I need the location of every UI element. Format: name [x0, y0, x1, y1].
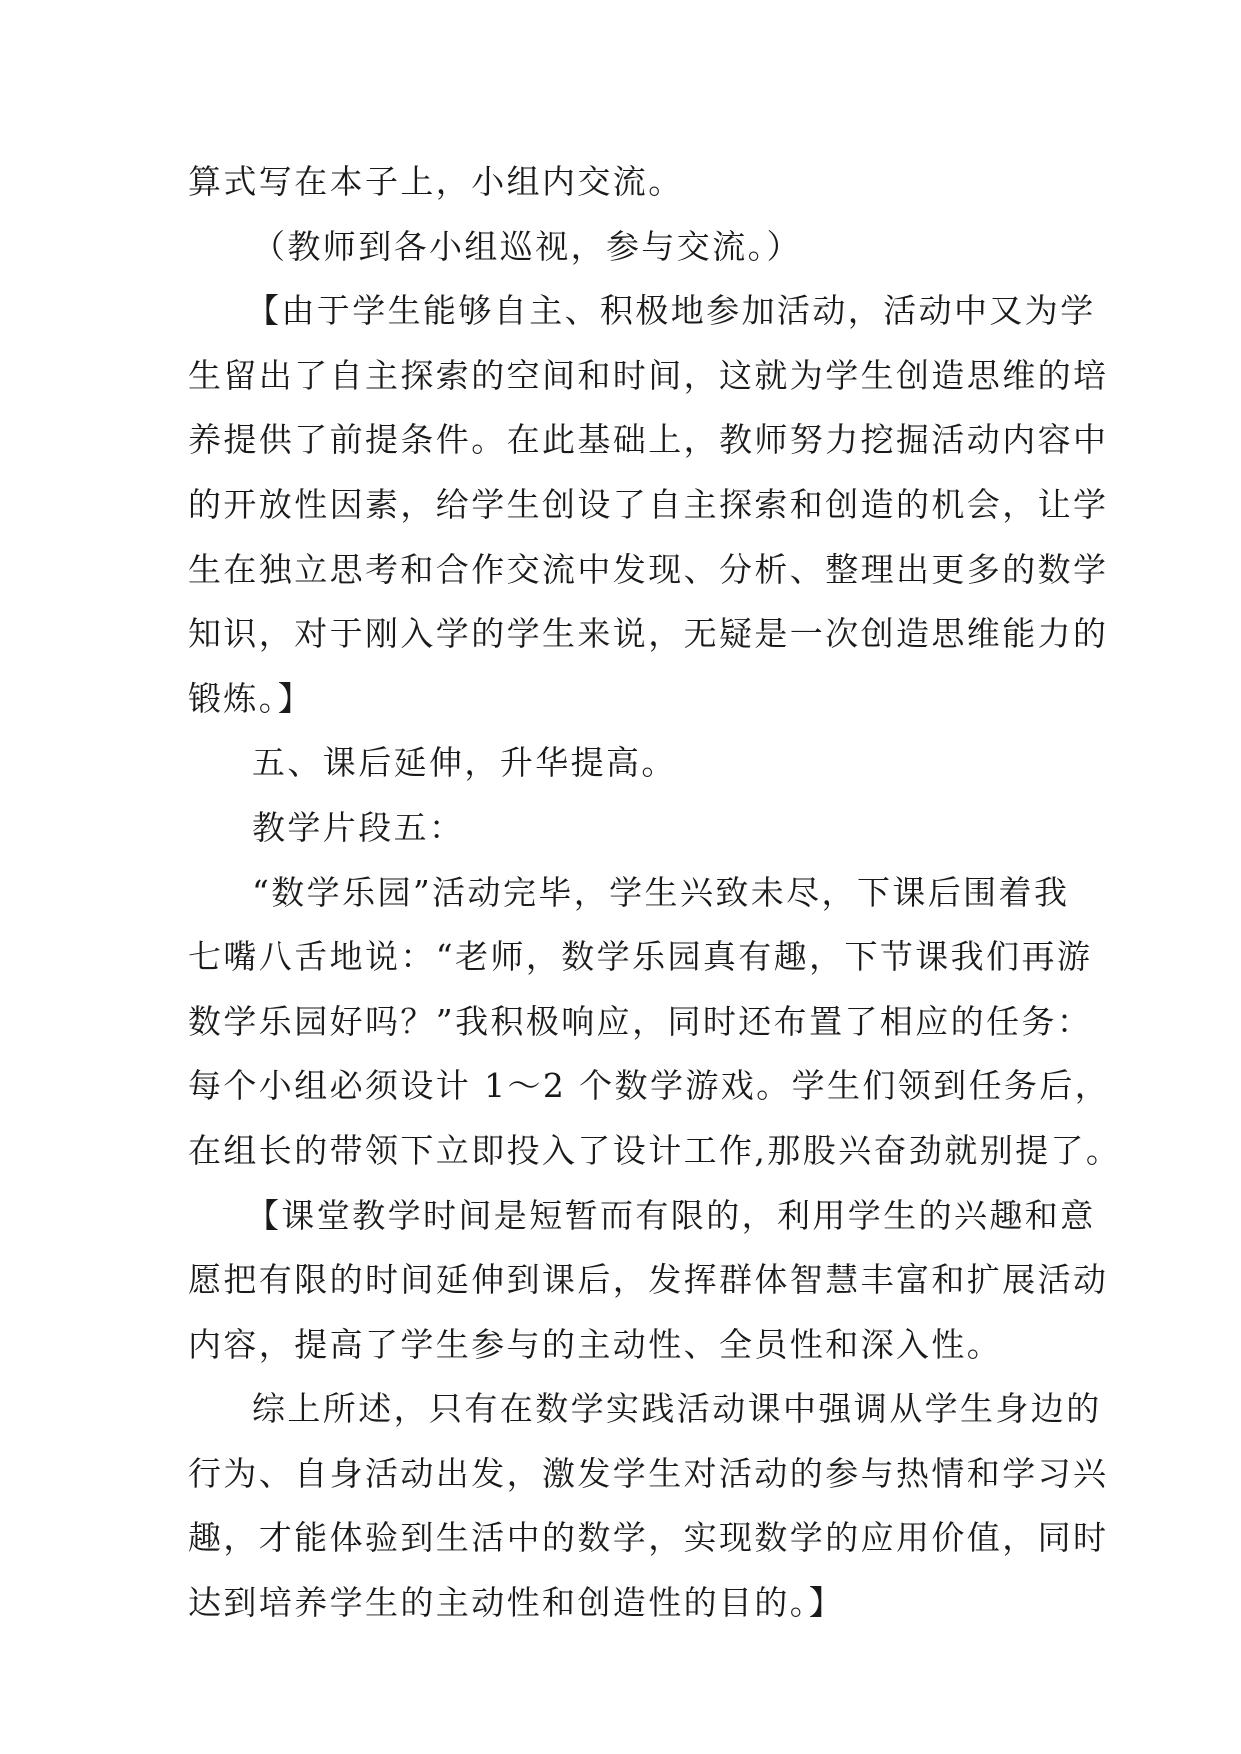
- text-line: 养提供了前提条件。在此基础上，教师努力挖掘活动内容中: [188, 420, 1109, 460]
- text-line: 算式写在本子上，小组内交流。: [188, 162, 684, 201]
- text-line: 达到培养学生的主动性和创造性的目的。】: [188, 1583, 845, 1623]
- text-line: 锻炼。】: [188, 678, 314, 718]
- text-line: 生在独立思考和合作交流中发现、分析、整理出更多的数学: [188, 549, 1109, 589]
- text-line: （教师到各小组巡视，参与交流。）: [252, 226, 802, 266]
- document-body: [188, 150, 1122, 1636]
- text-line: 数学乐园好吗？”我积极响应，同时还布置了相应的任务：: [188, 1001, 1093, 1041]
- text-line: 综上所述，只有在数学实践活动课中强调从学生身边的: [252, 1389, 1102, 1429]
- text-line: 行为、自身活动出发，激发学生对活动的参与热情和学习兴: [188, 1453, 1109, 1493]
- text-line: 趣，才能体验到生活中的数学，实现数学的应用价值，同时: [188, 1518, 1109, 1558]
- text-line: 在组长的带领下立即投入了设计工作,那股兴奋劲就别提了。: [188, 1130, 1122, 1170]
- section-heading: 五、课后延伸，升华提高。: [252, 743, 677, 783]
- text-line: 内容，提高了学生参与的主动性、全员性和深入性。: [188, 1324, 1003, 1364]
- text-line: “数学乐园”活动完毕，学生兴致未尽，下课后围着我: [252, 872, 1070, 912]
- text-line: 生留出了自主探索的空间和时间，这就为学生创造思维的培: [188, 355, 1109, 395]
- text-line: 教学片段五：: [252, 807, 465, 847]
- text-line: 每个小组必须设计 1～2 个数学游戏。学生们领到任务后，: [188, 1066, 1111, 1106]
- text-line: 【由于学生能够自主、积极地参加活动，活动中又为学: [246, 291, 1096, 331]
- text-line: 知识，对于刚入学的学生来说，无疑是一次创造思维能力的: [188, 614, 1109, 654]
- text-line: 七嘴八舌地说：“老师，数学乐园真有趣，下节课我们再游: [188, 937, 1093, 977]
- text-line: 的开放性因素，给学生创设了自主探索和创造的机会，让学: [188, 484, 1109, 524]
- text-line: 【课堂教学时间是短暂而有限的，利用学生的兴趣和意: [246, 1195, 1096, 1235]
- text-line: 愿把有限的时间延伸到课后，发挥群体智慧丰富和扩展活动: [188, 1260, 1109, 1300]
